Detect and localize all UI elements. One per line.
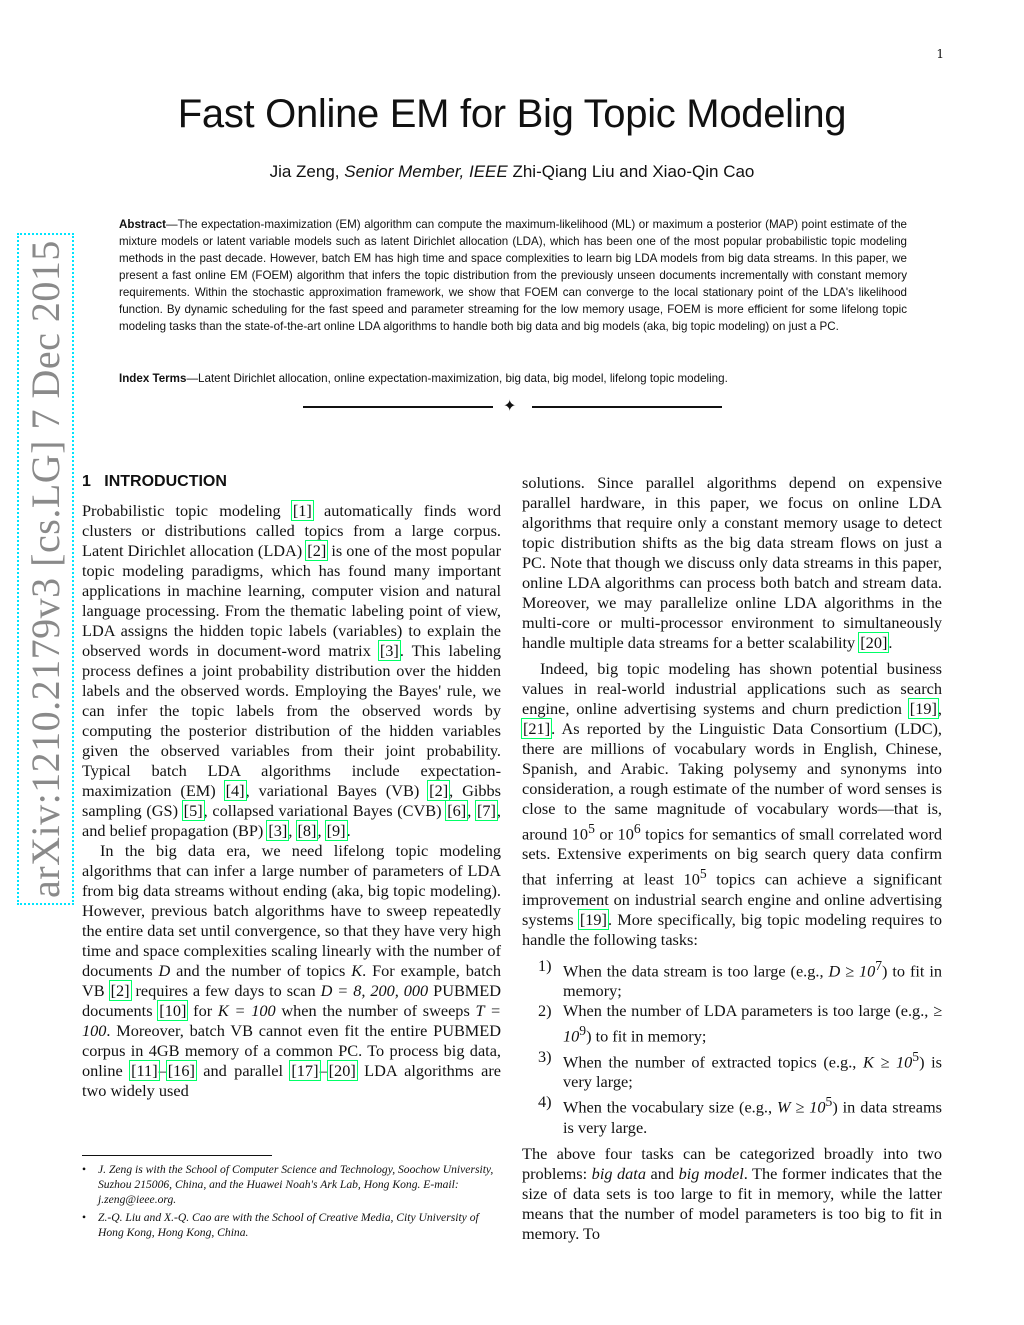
text: . As reported by the Linguistic Data Consortium (LDC), there are millions of vocabulary words in English, Chinese, Spanish, and Arabic. Taking polysemy and synonyms into consideration, a rough estimate of the number of word senses is close to the same magnitude of vocabulary words—that is, around xyxy=(522,719,942,844)
text: Indeed, big topic modeling has shown potential business values in real-world industrial applications such as search engine, online advertising systems and churn prediction xyxy=(522,659,942,718)
text: ) to fit in memory; xyxy=(563,961,942,1001)
text: . xyxy=(888,633,893,652)
emphasis: big model xyxy=(678,1163,744,1183)
citation-link[interactable]: [4] xyxy=(225,781,245,800)
math: ≥ 10 xyxy=(563,1001,942,1046)
arxiv-id[interactable]: arXiv:1210.2179v3 [cs.LG] 7 Dec 2015 xyxy=(23,240,68,898)
citation-link[interactable]: [17] xyxy=(291,1061,319,1080)
math: K ≥ 10 xyxy=(862,1052,913,1072)
abstract xyxy=(119,216,907,335)
index-terms-text: —Latent Dirichlet allocation, online expectation-maximization, big data, big model, lifelong topic modeling. xyxy=(186,372,728,385)
text: . More specifically, big topic modeling requires to handle the following tasks: xyxy=(522,909,942,949)
math: D = 8, 200, 000 xyxy=(320,981,429,1000)
text: ) in data streams is very large. xyxy=(563,1097,942,1137)
citation-link[interactable]: [3] xyxy=(268,821,288,840)
citation-link[interactable]: [19] xyxy=(909,699,937,718)
citation-link[interactable]: [6] xyxy=(447,801,467,820)
text: Probabilistic topic modeling xyxy=(82,501,292,520)
list-item xyxy=(522,956,942,1001)
citation-link[interactable]: [3] xyxy=(379,641,399,660)
section-heading xyxy=(82,473,227,491)
text: solutions. Since parallel algorithms depend on expensive parallel hardware, in this paper, we focus on online LDA algorithms that require only a constant memory usage to detect topic distribution shifts as the big data stream flows on just a PC. Note that though we discuss only data streams in this paper, online LDA algorithms can process both batch and stream data. Moreover, we may parallelize online LDA algorithms in the multi-core or multi-processor environment to simultaneously handle multiple data streams for a better scalability xyxy=(522,473,942,652)
citation-link[interactable]: [8] xyxy=(297,821,317,840)
citation-link[interactable]: [1] xyxy=(292,501,312,520)
text: When the vocabulary size (e.g., xyxy=(563,1097,777,1117)
paragraph xyxy=(82,841,501,1101)
text: In the big data era, we need lifelong topic modeling algorithms that can infer a large number of parameters of LDA from big data streams without ending (aka, big topic modeling). However, previous batch algorithms have to sweep repeatedly the entire data set until convergence, so that they have very high time and space complexities scaling linearly with the number of documents xyxy=(82,841,501,980)
text: , Gibbs sampling (GS) xyxy=(82,781,502,820)
paragraph xyxy=(522,1144,942,1244)
text: ) to fit in memory; xyxy=(586,1026,707,1046)
text: and xyxy=(645,1163,679,1183)
list-number: 3) xyxy=(538,1046,552,1066)
text: , and belief propagation (BP) xyxy=(82,801,501,840)
citation-link[interactable]: [10] xyxy=(159,1001,187,1020)
text: . The former indicates that the size of data sets is too large to fit in memory, while the latter means that the number of model parameters is too big to fit in memory. To xyxy=(522,1163,942,1243)
abstract-label: Abstract xyxy=(119,218,167,231)
math: D ≥ 10 xyxy=(828,961,876,981)
list-item xyxy=(522,1092,942,1137)
citation-link[interactable]: [11] xyxy=(131,1061,158,1080)
text: – xyxy=(158,1061,167,1080)
list-item xyxy=(522,1001,942,1046)
abstract-text: —The expectation-maximization (EM) algorithm can compute the maximum-likelihood (ML) or maximum a posterior (MAP) point estimate of the mixture models or latent variable models such as latent Dirichlet allocation (LDA), which has been one of the most popular probabilistic topic modeling methods in the past decade. However, batch EM has high time and space complexities to learn big LDA models from big data streams. In this paper, we present a fast online EM (FOEM) algorithm that infers the topic distribution from the previously unseen documents incrementally with constant memory requirements. Within the stochastic approximation framework, we show that FOEM can converge to the local stationary point of the LDA's likelihood function. By dynamic scheduling for the fast speed and parameter streaming for the low memory usage, FOEM is more efficient for some lifelong topic modeling tasks than the state-of-the-art online LDA algorithms to handle both big data and big models (aka, big topic modeling) on just a PC. xyxy=(119,218,907,333)
index-terms-label: Index Terms xyxy=(119,372,187,385)
text: for xyxy=(187,1001,218,1020)
math-exponent: 7 xyxy=(875,957,883,973)
author-1: Jia Zeng, xyxy=(269,162,340,181)
citation-link[interactable]: [2] xyxy=(307,541,327,560)
citation-link[interactable]: [9] xyxy=(326,821,346,840)
text: . Moreover, batch VB cannot even fit the entire PUBMED corpus in 4GB memory of a common PC. To process big data, online xyxy=(82,1021,501,1080)
divider-left xyxy=(303,406,493,408)
citation-link[interactable]: [2] xyxy=(110,981,130,1000)
text: , collapsed variational Bayes (CVB) xyxy=(203,801,447,820)
footnotes xyxy=(82,1162,502,1243)
author-1-role: Senior Member, IEEE xyxy=(344,162,508,181)
text: , xyxy=(937,699,942,718)
math-exponent: 5 xyxy=(699,866,707,882)
math: 10 xyxy=(617,824,634,844)
citation-link[interactable]: [7] xyxy=(476,801,496,820)
citation-link[interactable]: [5] xyxy=(183,801,203,820)
text: topics can achieve a significant improvement on industrial search engine and online advertising systems xyxy=(522,869,942,929)
list-item xyxy=(522,1047,942,1092)
text: . This labeling process defines a joint probability distribution over the hidden labels and the observed words. Employing the Bayes' rule, we can infer the topic labels from the observed words by computing the posterior distribution of the hidden variables given the observed variables from their joint probability. Typical batch LDA algorithms include expectation-maximization (EM) xyxy=(82,641,502,800)
math: 10 xyxy=(571,824,589,844)
citation-link[interactable]: [21] xyxy=(523,719,551,738)
math-exponent: 5 xyxy=(825,1094,833,1110)
section-number: 1 xyxy=(82,473,91,490)
list-number: 4) xyxy=(538,1092,552,1112)
text: PUBMED documents xyxy=(82,981,501,1020)
text: , xyxy=(288,821,297,840)
citation-link[interactable]: [2] xyxy=(429,781,449,800)
text: or xyxy=(594,824,618,844)
citation-link[interactable]: [20] xyxy=(328,1061,356,1080)
text: – xyxy=(319,1061,328,1080)
paper-title: Fast Online EM for Big Topic Modeling xyxy=(177,92,847,136)
text: and parallel xyxy=(195,1061,291,1080)
right-column xyxy=(522,473,942,1244)
other-authors: Zhi-Qiang Liu and Xiao-Qin Cao xyxy=(512,162,755,181)
list-number: 2) xyxy=(538,1001,552,1021)
text: When the number of LDA parameters is too large (e.g., xyxy=(563,1001,934,1021)
math-exponent: 9 xyxy=(579,1023,587,1039)
citation-link[interactable]: [20] xyxy=(860,633,888,652)
math: K xyxy=(351,961,363,980)
text: requires a few days to scan xyxy=(130,981,321,1000)
text: topics for semantics of small correlated word sets. Extensive experiments on big search query data confirm that inferring at least xyxy=(522,824,943,889)
text: automatically finds word clusters or distributions called topics from a large corpus. Latent Dirichlet allocation (LDA) xyxy=(82,501,501,560)
paragraph xyxy=(522,473,942,653)
text: . For example, batch VB xyxy=(82,961,502,1000)
left-column xyxy=(82,501,501,1101)
divider-right xyxy=(532,406,722,408)
text: . xyxy=(346,821,351,840)
page-number: 1 xyxy=(936,47,944,61)
divider-diamond-icon: ✦ xyxy=(503,396,517,415)
text: , xyxy=(317,821,326,840)
text: The above four tasks can be categorized broadly into two problems: xyxy=(522,1143,942,1183)
text: , variational Bayes (VB) xyxy=(245,781,429,800)
math: W ≥ 10 xyxy=(776,1097,826,1117)
math: D xyxy=(158,961,171,980)
section-title: INTRODUCTION xyxy=(104,473,227,490)
math: K = 100 xyxy=(217,1001,276,1020)
list-number: 1) xyxy=(538,955,552,975)
text: When the data stream is too large (e.g., xyxy=(563,961,829,981)
authors xyxy=(0,162,1024,182)
math: T = 100 xyxy=(82,1001,501,1040)
arxiv-watermark xyxy=(22,238,69,900)
math: 10 xyxy=(683,869,700,889)
task-list xyxy=(522,956,942,1138)
text: and the number of topics xyxy=(170,961,352,980)
footnote-rule xyxy=(82,1155,272,1156)
citation-link[interactable]: [19] xyxy=(579,909,607,929)
footnote: • J. Zeng is with the School of Computer Science and Technology, Soochow University, Suzhou 215006, China, and the Huawei Noah's Ark Lab, Hong Kong. E-mail: j.zeng@ieee.org. xyxy=(98,1162,502,1207)
text: LDA algorithms are two widely used xyxy=(82,1061,502,1100)
text: when the number of sweeps xyxy=(275,1001,476,1020)
text: ) is very large; xyxy=(563,1052,942,1092)
emphasis: big data xyxy=(591,1163,646,1183)
footnote: • Z.-Q. Liu and X.-Q. Cao are with the School of Creative Media, City University of Hong Kong, Hong Kong, China. xyxy=(98,1210,502,1240)
text: , xyxy=(467,801,476,820)
math-exponent: 5 xyxy=(588,821,595,836)
index-terms xyxy=(119,372,907,385)
text: is one of the most popular topic modeling paradigms, which has found many important applications in machine learning, computer vision and natural language processing. From the thematic labeling point of view, LDA assigns the hidden topic labels (variables) to explain the observed words in document-word matrix xyxy=(82,541,502,660)
math-exponent: 6 xyxy=(633,821,641,836)
paragraph xyxy=(522,659,942,950)
citation-link[interactable]: [16] xyxy=(167,1061,195,1080)
paragraph xyxy=(82,501,501,841)
math-exponent: 5 xyxy=(912,1048,920,1064)
text: When the number of extracted topics (e.g., xyxy=(563,1052,863,1072)
